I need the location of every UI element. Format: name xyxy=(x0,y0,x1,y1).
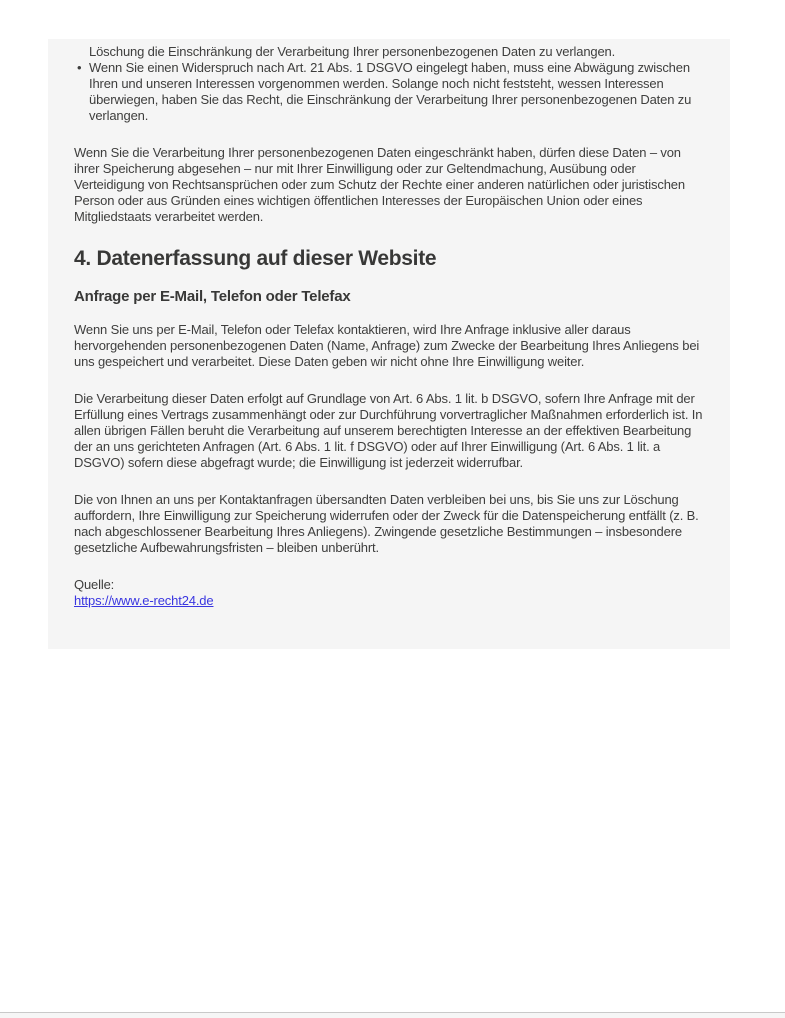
source-link[interactable]: https://www.e-recht24.de xyxy=(74,593,214,608)
paragraph-contact-intro: Wenn Sie uns per E-Mail, Telefon oder Telefax kontaktieren, wird Ihre Anfrage inklusive aller daraus hervorgehenden personenbezogenen Daten (Name, Anfrage) zum Zwecke der Bearbeitung Ihres Anliegens bei uns gespeichert und verarbeitet. Diese Daten geben wir nicht ohne Ihre Einwilligung weiter. xyxy=(74,322,700,369)
paragraph-data-retention: Die von Ihnen an uns per Kontaktanfragen übersandten Daten verbleiben bei uns, bis Sie uns zur Löschung auffordern, Ihre Einwilligung zur Speicherung widerrufen oder der Zweck für die Datenspeicherung entfällt (z. B. nach abgeschlossener Bearbeitung Ihres Anliegens). Zwingende gesetzliche Bestimmungen – insbesondere gesetzliche Aufbewahrungsfristen – bleiben unberührt. xyxy=(74,492,699,555)
privacy-policy-content-card xyxy=(48,39,730,649)
bottom-window-edge-bar xyxy=(0,1012,785,1018)
bullet-item-continuation-line: Löschung die Einschränkung der Verarbeitung Ihrer personenbezogenen Daten zu verlangen. xyxy=(89,44,616,59)
paragraph-processing-restriction: Wenn Sie die Verarbeitung Ihrer personenbezogenen Daten eingeschränkt haben, dürfen diese Daten – von ihrer Speicherung abgesehen – nur mit Ihrer Einwilligung oder zur Geltendmachung, Ausübung oder Verteidigung von Rechtsansprüchen oder zum Schutz der Rechte einer anderen natürlichen oder juristischen Person oder aus Gründen eines wichtigen öffentlichen Interesses der Europäischen Union oder eines Mitgliedstaats verarbeitet werden. xyxy=(74,145,685,224)
source-block xyxy=(74,577,706,609)
paragraph-legal-basis: Die Verarbeitung dieser Daten erfolgt auf Grundlage von Art. 6 Abs. 1 lit. b DSGVO, sofern Ihre Anfrage mit der Erfüllung eines Vertrags zusammenhängt oder zur Durchführung vorvertraglicher Maßnahmen erforderlich ist. In allen übrigen Fällen beruht die Verarbeitung auf unserem berechtigten Interesse an der effektiven Bearbeitung der an uns gerichteten Anfragen (Art. 6 Abs. 1 lit. f DSGVO) oder auf Ihrer Einwilligung (Art. 6 Abs. 1 lit. a DSGVO) sofern diese abgefragt wurde; die Einwilligung ist jederzeit widerrufbar. xyxy=(74,391,703,470)
section-heading-data-collection: 4. Datenerfassung auf dieser Website xyxy=(74,247,437,270)
bullet-marker-icon: • xyxy=(77,60,82,75)
subsection-heading-contact-request: Anfrage per E-Mail, Telefon oder Telefax xyxy=(74,288,351,305)
bullet-list-item xyxy=(74,60,706,124)
bullet-item-text: Wenn Sie einen Widerspruch nach Art. 21 Abs. 1 DSGVO eingelegt haben, muss eine Abwägung zwischen Ihren und unseren Interessen vorgenommen werden. Solange noch nicht feststeht, wessen Interessen überwiegen, haben Sie das Recht, die Einschränkung der Verarbeitung Ihrer personenbezogenen Daten zu verlangen. xyxy=(89,60,692,123)
source-label: Quelle: xyxy=(74,577,115,592)
